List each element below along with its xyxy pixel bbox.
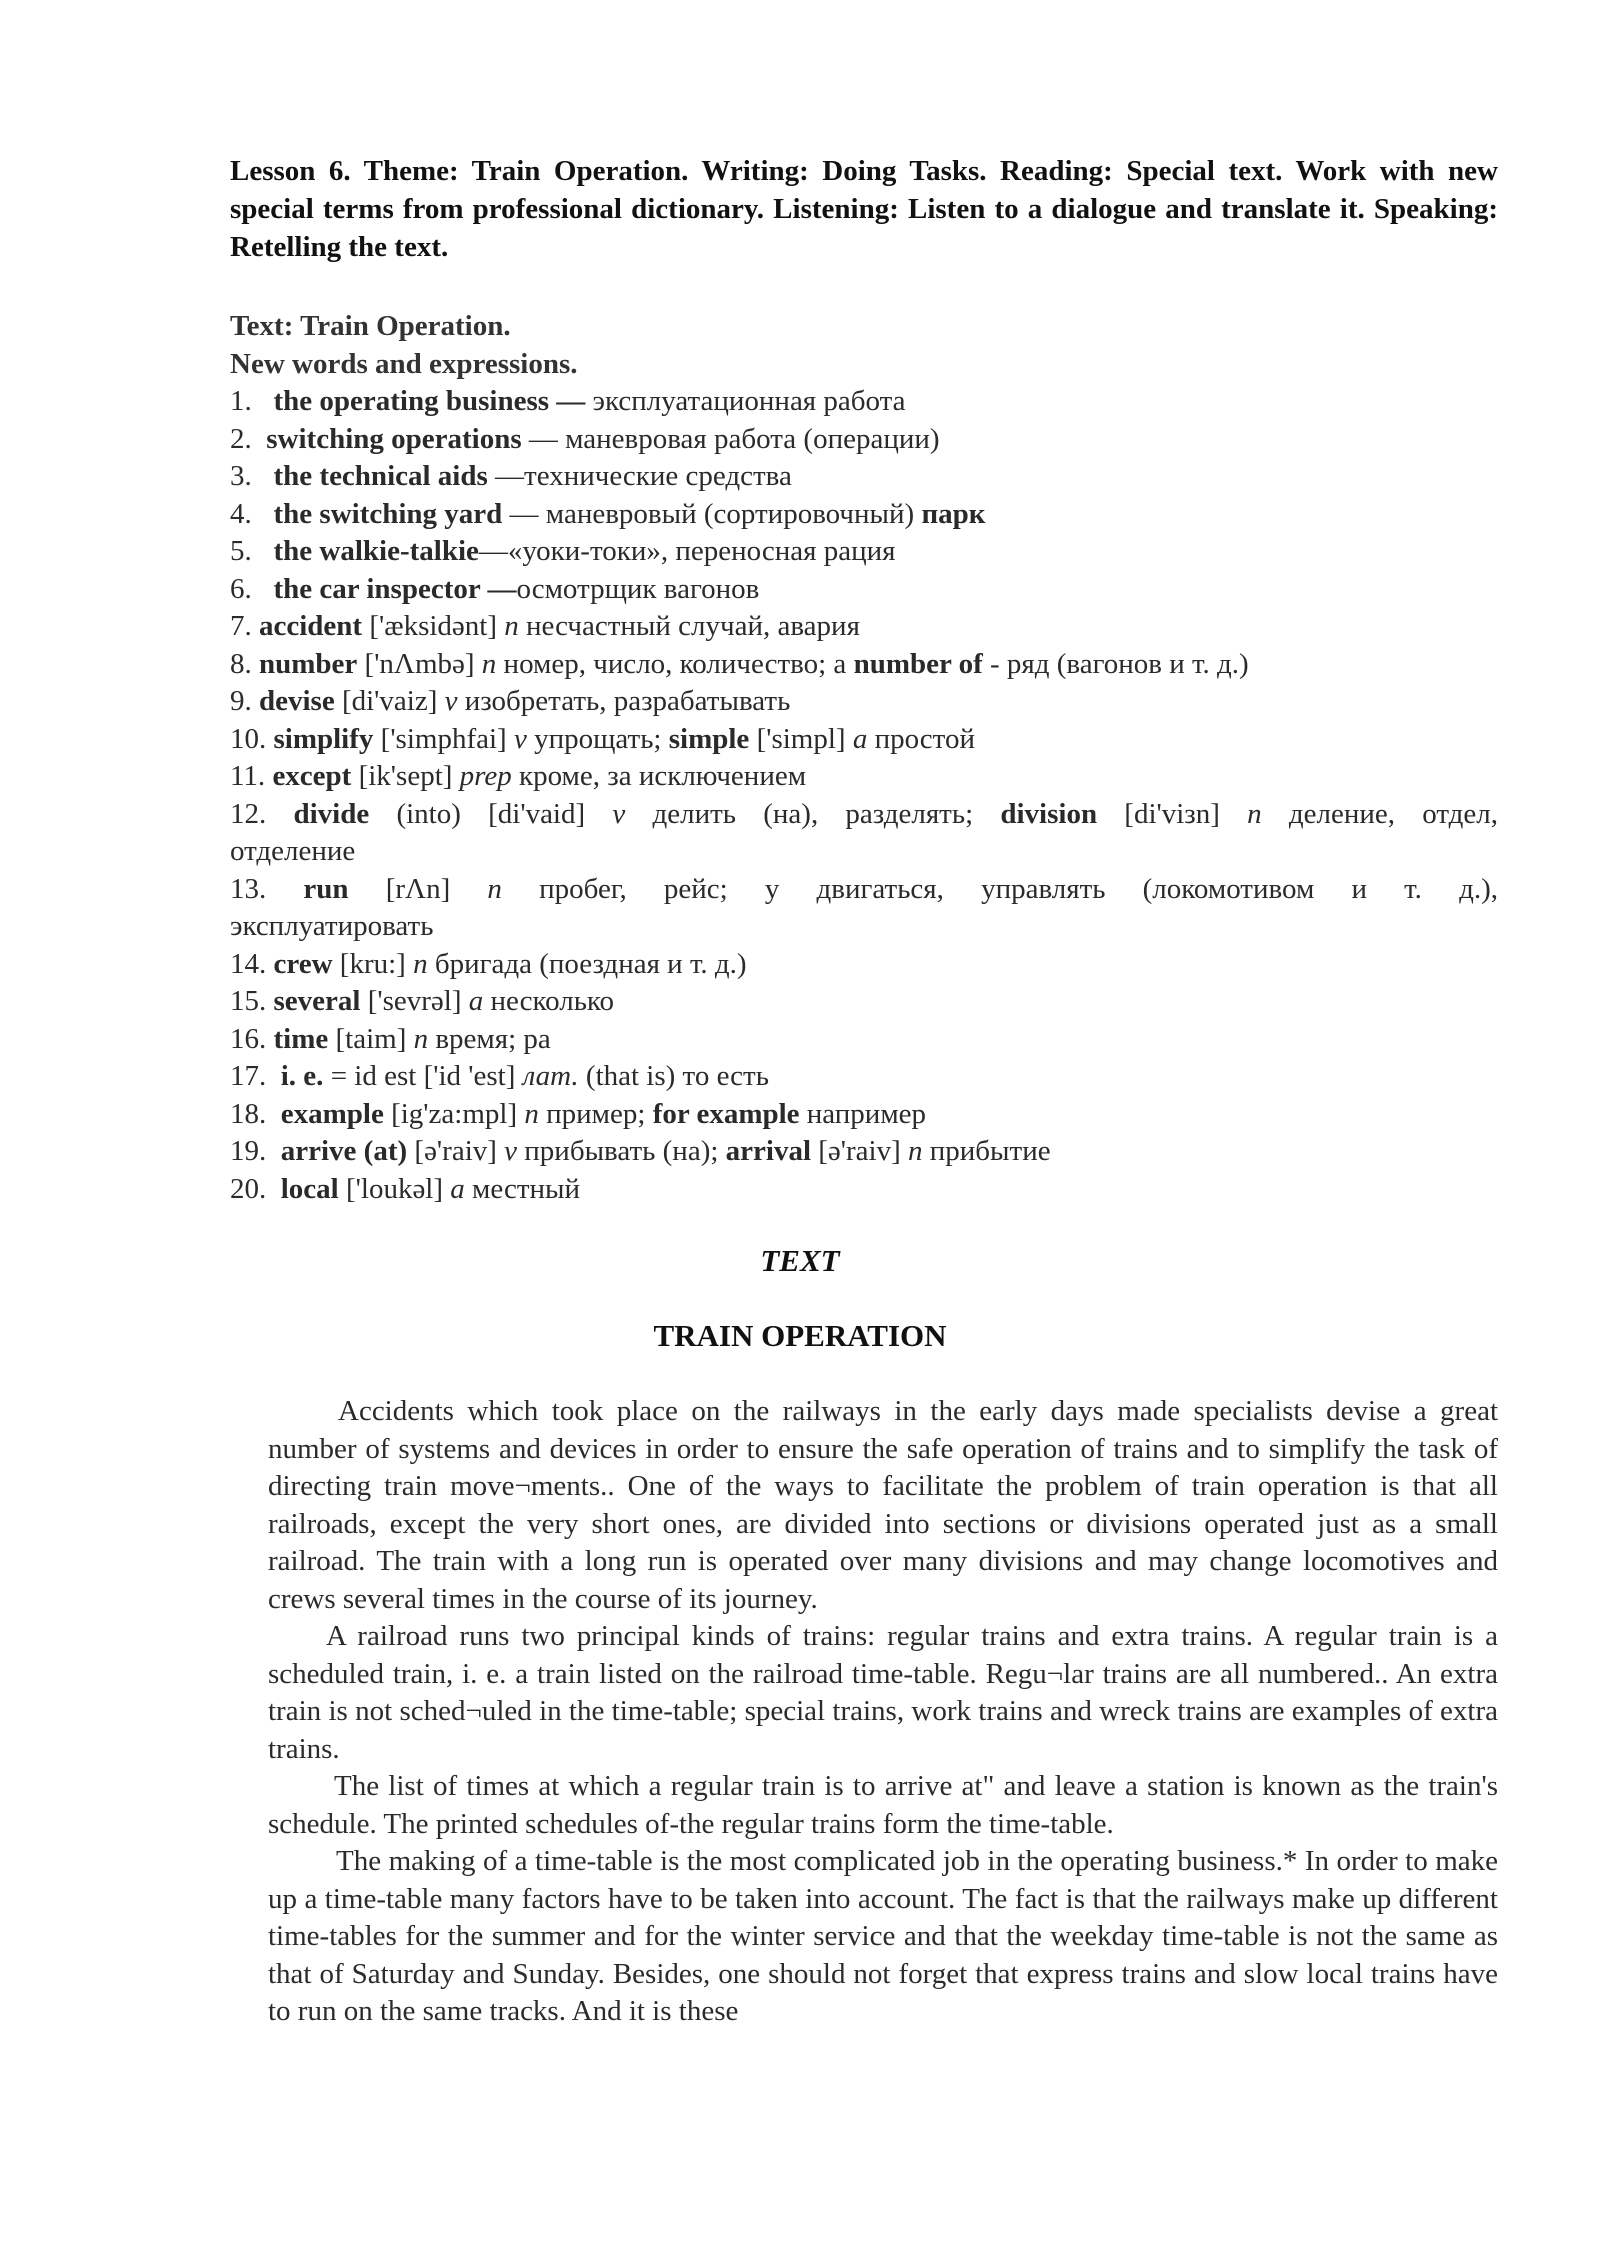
vocab-item: 10. simplify ['simphfai] v упрощать; simple ['simpl] a простой (230, 722, 975, 755)
vocab-item-continuation: эксплуатировать (230, 910, 434, 942)
paragraph: Accidents which took place on the railways in the early days made specialists devise a great number of systems and devices in order to ensure the safe operation of trains and to simplify the task of directing train move¬ments.. One of the ways to facilitate the problem of train operation is that all railroads, except the very short ones, are divided into sections or divisions operated just as a small railroad. The train with a long run is operated over many divisions and may change locomotives and crews several times in the course of its journey. (268, 1395, 1498, 1615)
vocab-item: 16. time [taim] n время; ра (230, 1022, 551, 1055)
vocab-item: 14. crew [kru:] n бригада (поездная и т. д.) (230, 947, 747, 980)
lesson-header: Lesson 6. Theme: Train Operation. Writing: Doing Tasks. Reading: Special text. Work with new special terms from professional dictionary. Listening: Listen to a dialogue and translate it. Speaking: Retelling the text. (230, 155, 1498, 263)
text-heading: Text: Train Operation. (230, 310, 511, 342)
vocab-item: 7. accident ['æksidənt] n несчастный случай, авария (230, 610, 860, 642)
vocab-item-continuation: отделение (230, 835, 356, 867)
vocab-item: 1. the operating business — эксплуатационная работа (230, 385, 906, 417)
vocab-item: 11. except [ik'sept] prep кроме, за исключением (230, 760, 807, 792)
vocab-item: 5. the walkie-talkie—«уоки-токи», переносная рация (230, 535, 896, 567)
vocabulary-section (230, 308, 1498, 1208)
text-title: TRAIN OPERATION (653, 1318, 947, 1353)
new-words-heading: New words and expressions. (230, 347, 578, 380)
vocab-item: 20. local ['loukəl] a местный (230, 1172, 581, 1205)
vocab-item: 13. run [rΛn] n пробег, рейс; у двигаться, управлять (локомотивом и т. д.), (230, 872, 1498, 905)
vocab-item: 12. divide (into) [di'vaid] v делить (на), разделять; division [di'viзn] n деление, отдел, (230, 797, 1499, 830)
vocab-item: 9. devise [di'vaiz] v изобретать, разрабатывать (230, 685, 791, 717)
vocab-item: 4. the switching yard — маневровый (сортировочный) парк (230, 497, 986, 530)
vocab-item: 8. number ['nΛmbə] n номер, число, количество; а number of - ряд (вагонов и т. д.) (230, 647, 1249, 680)
body-text (268, 1393, 1498, 2031)
vocab-item: 18. example [ig'za:mpl] n пример; for example например (230, 1097, 927, 1130)
vocab-item: 19. arrive (at) [ə'raiv] v прибывать (на); arrival [ə'raiv] n прибытие (230, 1135, 1051, 1167)
paragraph: A railroad runs two principal kinds of trains: regular trains and extra trains. A regular train is a scheduled train, i. e. a train listed on the railroad time-table. Regu¬lar trains are all numbered.. An extra train is not sched¬uled in the time-table; special trains, work trains and wreck trains are examples of extra trains. (268, 1620, 1498, 1765)
paragraph: The list of times at which a regular train is to arrive at" and leave a station is known as the train's schedule. The printed schedules of-the regular trains form the time-table. (268, 1770, 1498, 1840)
text-label: TEXT (760, 1243, 840, 1278)
vocab-item: 6. the car inspector —осмотрщик вагонов (230, 572, 760, 605)
vocab-item: 15. several ['sevrəl] a несколько (230, 985, 615, 1017)
vocab-item: 3. the technical aids —технические средства (230, 460, 792, 492)
vocab-item: 2. switching operations — маневровая работа (операции) (230, 422, 940, 455)
paragraph: The making of a time-table is the most complicated job in the operating business.* In order to make up a time-table many factors have to be taken into account. The fact is that the railways make up different time-tables for the summer and for the winter service and that the weekday time-table is not the same as that of Saturday and Sunday. Besides, one should not forget that express trains and slow local trains have to run on the same tracks. And it is these (268, 1845, 1498, 2027)
vocab-item: 17. i. e. = id est ['id 'est] лат. (that is) то есть (230, 1060, 769, 1092)
